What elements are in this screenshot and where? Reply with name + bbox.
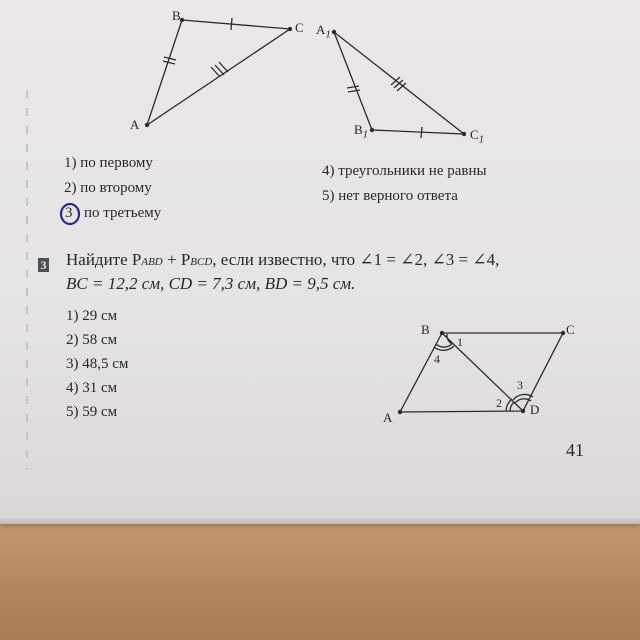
parallelogram-abcd — [400, 333, 563, 412]
question-number-badge: 3 — [38, 258, 49, 272]
prev-option-3-number: 3 — [65, 205, 73, 221]
answer-option-5: 5) 59 см — [66, 404, 118, 420]
para-label-b: B — [421, 322, 430, 337]
angle-label-1: 1 — [457, 335, 463, 349]
angle-label-2: 2 — [496, 396, 502, 410]
prev-option-1: 1) по первому — [64, 155, 153, 171]
label-a: A — [130, 117, 140, 132]
prev-option-4: 4) треугольники не равны — [322, 163, 487, 179]
answer-option-1: 1) 29 см — [66, 308, 118, 324]
para-label-d: D — [530, 402, 540, 417]
triangle-abc — [147, 20, 290, 125]
question-line-2: BC = 12,2 см, CD = 7,3 см, BD = 9,5 см. — [66, 274, 356, 293]
label-a1: $A_1$ — [316, 22, 331, 41]
page-number: 41 — [566, 440, 584, 460]
angle-label-4: 4 — [434, 352, 440, 366]
para-label-a: A — [383, 410, 393, 425]
answer-option-2: 2) 58 см — [66, 332, 118, 348]
label-c: C — [295, 20, 304, 35]
label-c1: $C_1$ — [470, 127, 485, 146]
prev-option-3: по третьему — [84, 205, 162, 221]
answer-option-3: 3) 48,5 см — [66, 356, 129, 372]
prev-option-5: 5) нет верного ответа — [322, 188, 458, 204]
question-line-1: Найдите PABD + PBCD, если известно, что ∠1 = ∠2, ∠3 = ∠4, — [66, 250, 500, 269]
para-label-c: C — [566, 322, 575, 337]
angle-label-3: 3 — [517, 378, 523, 392]
answer-option-4: 4) 31 см — [66, 380, 118, 396]
label-b: B — [172, 8, 181, 23]
label-b1: $B_1$ — [354, 122, 369, 141]
prev-option-2: 2) по второму — [64, 180, 152, 196]
